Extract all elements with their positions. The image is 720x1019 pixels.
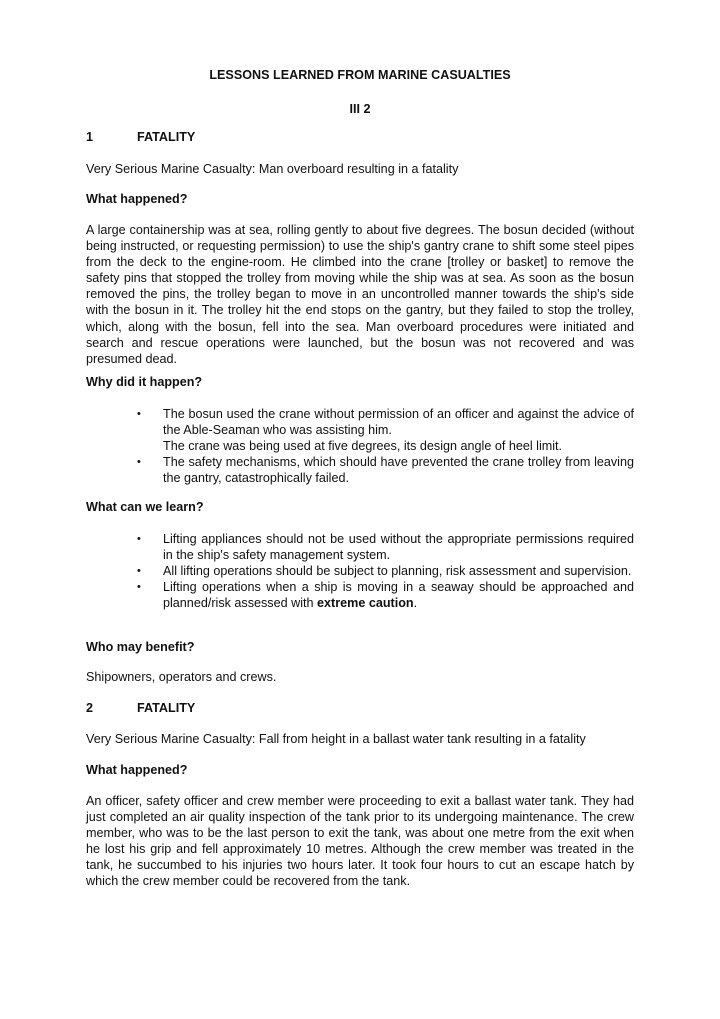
case1-what-happened-heading: What happened? <box>86 192 188 206</box>
case1-number: 1 <box>86 130 94 144</box>
case1-learn-heading: What can we learn? <box>86 500 204 514</box>
case1-benefit-heading: Who may benefit? <box>86 640 195 654</box>
case1-why-item-text: The safety mechanisms, which should have prevented the crane trolley from leaving the gantry, catastrophically failed. <box>163 455 634 486</box>
case1-summary: Very Serious Marine Casualty: Man overboard resulting in a fatality <box>86 162 459 176</box>
bullet-icon: • <box>137 533 141 545</box>
case1-benefit-text: Shipowners, operators and crews. <box>86 670 277 684</box>
document-title: LESSONS LEARNED FROM MARINE CASUALTIES <box>209 68 511 82</box>
case2-summary: Very Serious Marine Casualty: Fall from height in a ballast water tank resulting in a fatality <box>86 732 586 746</box>
case1-why-item-extra: The crane was being used at five degrees, its design angle of heel limit. <box>163 439 563 454</box>
case1-learn-item <box>137 531 634 563</box>
case1-learn-item <box>137 579 634 611</box>
case1-why-list <box>137 406 634 486</box>
case1-learn-item-end: . <box>413 596 418 611</box>
bullet-icon: • <box>137 408 141 420</box>
bullet-icon: • <box>137 456 141 469</box>
case1-learn-item-text: Lifting operations when a ship is moving in a seaway should be approached and planned/risk assessed with <box>163 580 634 611</box>
document-subtitle: III 2 <box>349 102 371 116</box>
case2-heading: FATALITY <box>137 701 196 715</box>
case1-learn-item <box>137 563 634 579</box>
case1-learn-item-text: All lifting operations should be subject to planning, risk assessment and supervision. <box>163 564 632 579</box>
bullet-icon: • <box>137 581 141 594</box>
case2-what-happened-text: An officer, safety officer and crew member were proceeding to exit a ballast water tank. They had just completed an air quality inspection of the tank prior to its undergoing maintenance. The crew member, who was to be the last person to exit the tank, was about one metre from the exit when he lost his grip and fell approximately 10 metres. Although the crew member was treated in the tank, he succumbed to his injuries two hours later. It took four hours to cut an escape hatch by which the crew member could be recovered from the tank. <box>86 794 634 889</box>
case1-why-item <box>137 406 634 454</box>
case1-learn-item-emphasis: extreme caution <box>317 596 414 611</box>
case1-why-item <box>137 454 634 486</box>
case1-why-item-text: The bosun used the crane without permission of an officer and against the advice of the Able-Seaman who was assisting him. <box>163 407 634 438</box>
bullet-icon: • <box>137 565 141 578</box>
case1-learn-item-text: Lifting appliances should not be used without the appropriate permissions required in the ship's safety management system. <box>163 532 634 563</box>
case2-number: 2 <box>86 701 94 715</box>
case2-what-happened-heading: What happened? <box>86 763 188 777</box>
case1-why-heading: Why did it happen? <box>86 375 203 389</box>
case1-heading: FATALITY <box>137 130 196 144</box>
case1-what-happened-text: A large containership was at sea, rolling gently to about five degrees. The bosun decided (without being instructed, or requesting permission) to use the ship's gantry crane to shift some steel pipes from the deck to the engine-room. He climbed into the crane [trolley or basket] to remove the safety pins that stopped the trolley from moving while the ship was at sea. As soon as the bosun removed the pins, the trolley began to move in an uncontrolled manner towards the ship's side with the bosun in it. The trolley hit the end stops on the gantry, but they failed to stop the trolley, which, along with the bosun, fell into the sea. Man overboard procedures were initiated and search and rescue operations were launched, but the bosun was not recovered and was presumed dead. <box>86 223 634 366</box>
case1-learn-list <box>137 531 634 611</box>
